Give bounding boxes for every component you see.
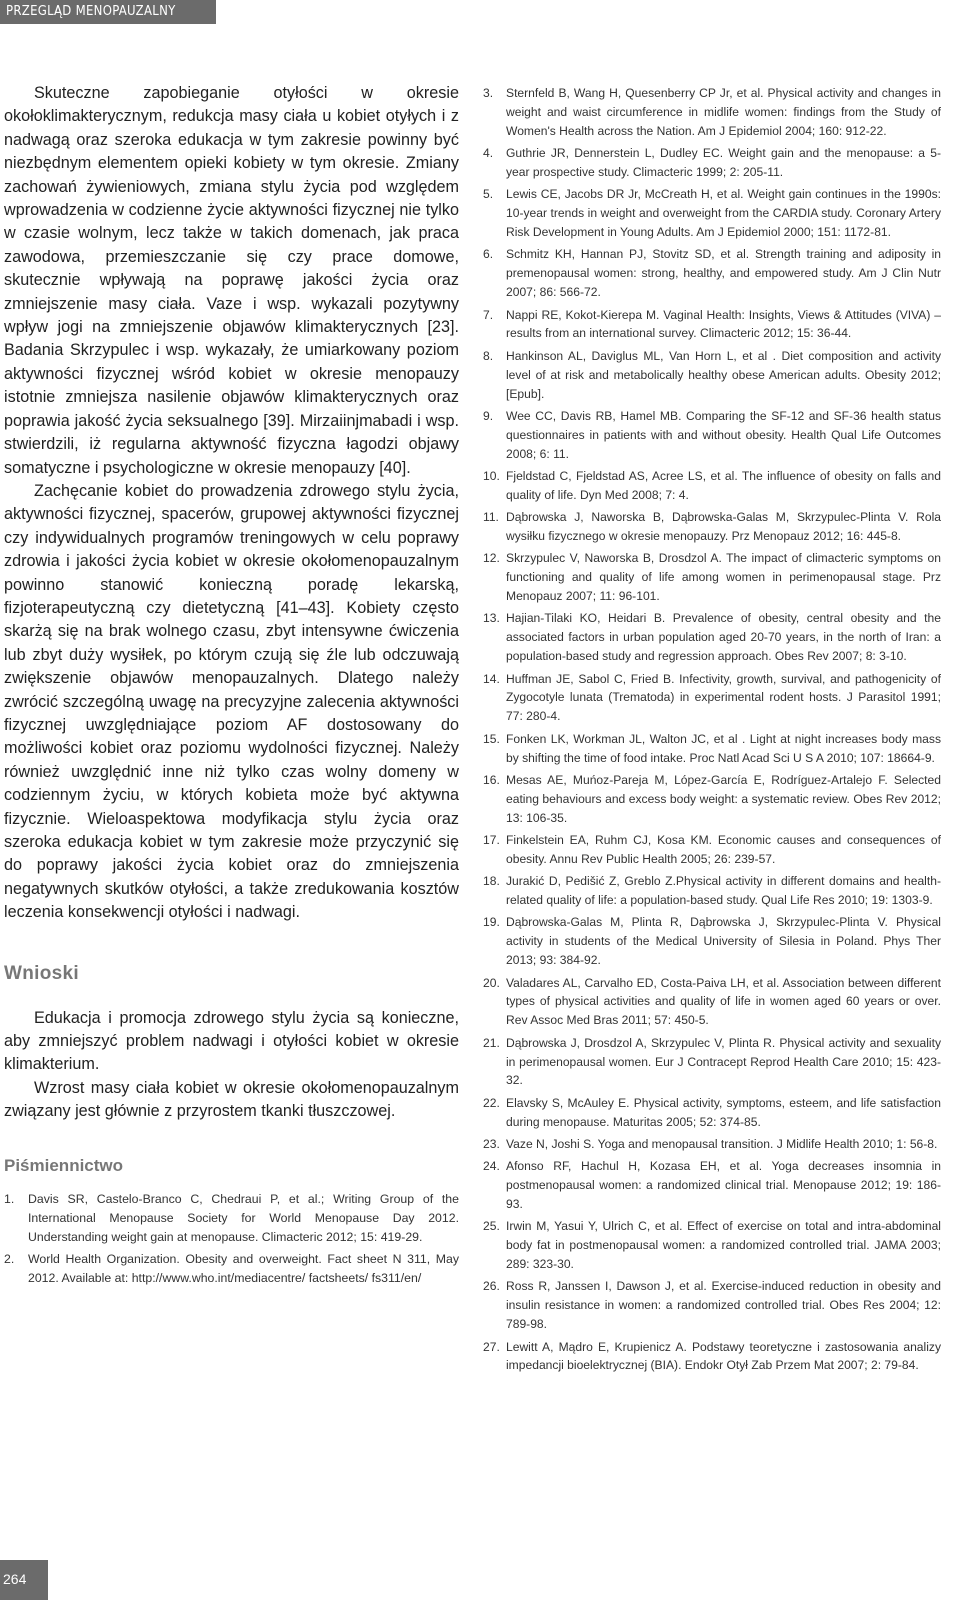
reference-item (483, 84, 941, 141)
reference-text: Vaze N, Joshi S. Yoga and menopausal transition. J Midlife Health 2010; 1: 56-8. (506, 1136, 938, 1151)
reference-text: Finkelstein EA, Ruhm CJ, Kosa KM. Economic causes and consequences of obesity. Annu Rev Public Health 2005; 26: 239-57. (506, 833, 941, 866)
reference-item (4, 1190, 459, 1247)
reference-number: 17. (483, 833, 500, 847)
reference-number: 21. (483, 1035, 500, 1050)
reference-item (483, 144, 941, 182)
reference-text: Valadares AL, Carvalho ED, Costa-Paiva LH, et al. Association between different types of physical activities and quality of life in women aged 60 years or over. Rev Assoc Med Bras 2011; 57: 450-5. (506, 975, 941, 1028)
reference-text: Wee CC, Davis RB, Hamel MB. Comparing the SF-12 and SF-36 health status questionnaires in patients with and without obesity. Health Qual Life Outcomes 2008; 6: 11. (506, 408, 941, 461)
reference-number: 9. (483, 408, 494, 423)
reference-number: 18. (483, 874, 500, 889)
reference-text: Skrzypulec V, Naworska B, Drosdzol A. The impact of climacteric symptoms on functioning and quality of life among women in perimenopausal stage. Prz Menopauz 2007; 11: 96-101. (506, 551, 941, 604)
reference-item (483, 306, 941, 344)
reference-item (483, 1217, 941, 1274)
reference-text: Lewis CE, Jacobs DR Jr, McCreath H, et al. Weight gain continues in the 1990s: 10-year trends in weight and overweight from the CARDIA study. Coronary Artery Risk Development in Young Adults. Am J Epidemiol 2000; 151: 1172-81. (506, 187, 941, 240)
reference-item (483, 974, 941, 1031)
reference-text: Dąbrowska J, Drosdzol A, Skrzypulec V, Plinta R. Physical activity and sexuality in perimenopausal women. Eur J Contracept Reprod Health Care 2010; 15: 423-32. (506, 1035, 941, 1088)
reference-item (483, 407, 941, 464)
reference-text: Mesas AE, Muńoz-Pareja M, López-García E, Rodríguez-Artalejo F. Selected eating behaviours and excess body weight: a systematic review. Obes Rev 2012; 13: 106-35. (506, 772, 941, 825)
reference-text: Guthrie JR, Dennerstein L, Dudley EC. Weight gain and the menopause: a 5-year prospective study. Climacteric 1999; 2: 205-11. (506, 146, 941, 180)
reference-number: 19. (483, 915, 500, 930)
reference-text: Elavsky S, McAuley E. Physical activity, symptoms, esteem, and life satisfaction during menopause. Maturitas 2005; 52: 374-85. (506, 1095, 941, 1129)
reference-number: 13. (483, 611, 500, 626)
reference-item (483, 609, 941, 666)
reference-number: 5. (483, 187, 494, 202)
reference-item (483, 185, 941, 242)
reference-text: Hankinson AL, Daviglus ML, Van Horn L, et al . Diet composition and activity level of at risk and metabolically healthy obese American adults. Obesity 2012; [Epub]. (506, 348, 941, 401)
reference-number: 12. (483, 551, 500, 566)
conclusions-paragraph: Edukacja i promocja zdrowego stylu życia są konieczne, aby zmniejszyć problem nadwagi i otyłości kobiet w okresie klimakterium. (4, 1008, 459, 1074)
reference-number: 16. (483, 772, 500, 787)
reference-number: 23. (483, 1136, 500, 1151)
reference-item (483, 549, 941, 606)
reference-number: 15. (483, 731, 500, 746)
reference-number: 2. (4, 1251, 15, 1266)
reference-number: 11. (483, 510, 499, 525)
reference-item (483, 1157, 941, 1214)
reference-item (483, 508, 941, 546)
reference-item (483, 245, 941, 302)
reference-number: 14. (483, 671, 500, 686)
body-paragraph: Zachęcanie kobiet do prowadzenia zdrowego stylu życia, aktywności fizycznej, spacerów, grupowej aktywności fizycznej czy indywidualnych programów treningowych w celu poprawy zdrowia i jakości życia kobiet w okresie okołomenopauzalnym powinno stanowić konieczną poradę lekarską, fizjoterapeutyczną czy dietetyczną [41–43]. Kobiety często skarżą się na brak wolnego czasu, zbyt intensywne ćwiczenia lub zbyt duży wysiłek, po którym czują się źle lub odczuwają zwiększenie objawów menopauzalnych. Dlatego należy zwrócić szczególną uwagę na precyzyjne zalecenia aktywności fizycznej uwzględniające poziom AF dostosowany do możliwości kobiet oraz poziomu wydolności fizycznej. Należy również uwzględnić inne niż tylko czas wolny domeny w codziennym życiu, w których kobieta może być aktywna fizycznie. Wieloaspektowa modyfikacja stylu życia oraz szeroka edukacja kobiet w tym zakresie może przyczynić się do poprawy jakości życia kobiet oraz do zmniejszenia negatywnych skutków otyłości, a także zredukowania kosztów leczenia konsekwencji otyłości i nadwagi. (4, 481, 459, 922)
reference-item (483, 670, 941, 727)
reference-item (483, 467, 941, 505)
reference-number: 7. (483, 307, 494, 322)
reference-item (483, 1094, 941, 1132)
reference-text: Jurakić D, Pedišić Z, Greblo Z.Physical activity in different domains and health-related quality of life: a population-based study. Qual Life Res 2010; 19: 1303-9. (506, 874, 941, 908)
reference-item (483, 831, 941, 869)
reference-number: 1. (4, 1191, 15, 1206)
right-column (483, 84, 941, 1379)
reference-text: Nappi RE, Kokot-Kierepa M. Vaginal Health: Insights, Views & Attitudes (VIVA) – results from an international survey. Climacteric 2012; 15: 36-44. (506, 307, 941, 341)
reference-text: Dąbrowska J, Naworska B, Dąbrowska-Galas M, Skrzypulec-Plinta V. Rola wysiłku fizycznego w okresie menopauzy. Prz Menopauz 2012; 16: 445-8. (506, 510, 941, 544)
reference-number: 26. (483, 1279, 500, 1294)
reference-item (483, 730, 941, 768)
reference-item (483, 1135, 941, 1154)
reference-item (483, 1277, 941, 1334)
reference-text: Sternfeld B, Wang H, Quesenberry CP Jr, et al. Physical activity and changes in weight and waist circumference in midlife women: findings from the Study of Women's Health across the Nation. Am J Epidemiol 2004; 160: 912-22. (506, 86, 941, 138)
reference-item (483, 771, 941, 828)
reference-number: 22. (483, 1095, 500, 1110)
conclusions-heading: Wnioski (4, 962, 79, 984)
journal-header: PRZEGLĄD MENOPAUZALNY 3/2013 (0, 0, 216, 24)
conclusions-paragraph: Wzrost masy ciała kobiet w okresie okołomenopauzalnym związany jest głównie z przyrostem tkanki tłuszczowej. (4, 1078, 459, 1121)
reference-text: Lewitt A, Mądro E, Krupienicz A. Podstawy teoretyczne i zastosowania analizy impedancji bioelektrycznej (BIA). Endokr Otył Zab Przem Mat 2007; 2: 79-84. (506, 1339, 941, 1373)
references-heading: Piśmiennictwo (4, 1155, 124, 1175)
body-paragraph: Skuteczne zapobieganie otyłości w okresie okołoklimakterycznym, redukcja masy ciała u kobiet otyłych i z nadwagą oraz szeroka edukacja w tym zakresie powinny być niezbędnym elementem opieki kobiety w tym okresie. Zmiany zachowań żywieniowych, zmiana stylu życia pod względem wprowadzenia w codzienne życie aktywności fizycznej nie tylko w czasie wolnym, lecz także w takich domenach, jak praca zawodowa, przemieszczanie się czy prace domowe, skutecznie wpływają na poprawę jakości życia oraz zmniejszenie masy ciała. Vaze i wsp. wykazali pozytywny wpływ jogi na zmniejszenie objawów klimakterycznych [23]. Badania Skrzypulec i wsp. wykazały, że umiarkowany poziom aktywności fizycznej wśród kobiet w okresie menopauzy istotnie zmniejsza nasilenie objawów klimakterycznych oraz poprawia jakość życia seksualnego [39]. Mirzaiinjmabadi i wsp. stwierdzili, iż regularna aktywność fizyczna łagodzi objawy somatyczne i psychologiczne w okresie menopauzy [40]. (4, 84, 459, 477)
reference-text: Afonso RF, Hachul H, Kozasa EH, et al. Yoga decreases insomnia in postmenopausal women: a randomized clinical trial. Menopause 2012; 19: 186-93. (506, 1159, 941, 1212)
reference-number: 27. (483, 1339, 500, 1354)
reference-number: 25. (483, 1219, 500, 1234)
reference-list-left (4, 1190, 459, 1288)
reference-number: 8. (483, 348, 494, 363)
reference-number: 10. (483, 468, 500, 483)
reference-text: Fonken LK, Workman JL, Walton JC, et al . Light at night increases body mass by shifting the time of food intake. Proc Natl Acad Sci U S A 2010; 107: 18664-9. (506, 731, 941, 765)
reference-text: Dąbrowska-Galas M, Plinta R, Dąbrowska J, Skrzypulec-Plinta V. Physical activity in students of the Medical University of Silesia in Poland. Phys Ther 2013; 93: 384-92. (506, 915, 941, 968)
reference-text: World Health Organization. Obesity and overweight. Fact sheet N 311, May 2012. Available at: http://www.who.int/mediacentre/ factsheets/ fs311/en/ (28, 1251, 459, 1285)
reference-text: Schmitz KH, Hannan PJ, Stovitz SD, et al. Strength training and adiposity in premenopausal women: strong, healthy, and empowered study. Am J Clin Nutr 2007; 86: 566-72. (506, 247, 941, 300)
reference-text: Ross R, Janssen I, Dawson J, et al. Exercise-induced reduction in obesity and insulin resistance in women: a randomized controlled trial. Obes Res 2004; 12: 789-98. (506, 1279, 941, 1332)
reference-text: Huffman JE, Sabol C, Fried B. Infectivity, growth, survival, and pathogenicity of Zygocotyle lunata (Trematoda) in experimental rodent hosts. J Parasitol 1991; 77: 280-4. (506, 671, 941, 724)
reference-number: 24. (483, 1159, 500, 1174)
reference-text: Fjeldstad C, Fjeldstad AS, Acree LS, et al. The influence of obesity on falls and quality of life. Dyn Med 2008; 7: 4. (506, 468, 941, 502)
page-number: 264 (0, 1560, 48, 1600)
reference-number: 6. (483, 247, 494, 262)
reference-item (483, 1034, 941, 1091)
reference-number: 4. (483, 146, 494, 161)
reference-item (483, 1338, 941, 1376)
reference-item (4, 1250, 459, 1288)
reference-text: Irwin M, Yasui Y, Ulrich C, et al. Effect of exercise on total and intra-abdominal body fat in postmenopausal women: a randomized controlled trial. JAMA 2003; 289: 323-30. (506, 1219, 941, 1272)
left-column (4, 82, 459, 1291)
reference-item (483, 872, 941, 910)
reference-item (483, 347, 941, 404)
reference-number: 3. (483, 86, 494, 100)
reference-list-right (483, 84, 941, 1375)
reference-number: 20. (483, 975, 500, 990)
reference-text: Davis SR, Castelo-Branco C, Chedraui P, et al.; Writing Group of the International Menopause Society for World Menopause Day 2012. Understanding weight gain at menopause. Climacteric 2012; 15: 419-29. (28, 1191, 459, 1244)
reference-text: Hajian-Tilaki KO, Heidari B. Prevalence of obesity, central obesity and the associated factors in urban population aged 20-70 years, in the north of Iran: a population-based study and regression approach. Obes Rev 2007; 8: 3-10. (506, 611, 941, 664)
reference-item (483, 913, 941, 970)
